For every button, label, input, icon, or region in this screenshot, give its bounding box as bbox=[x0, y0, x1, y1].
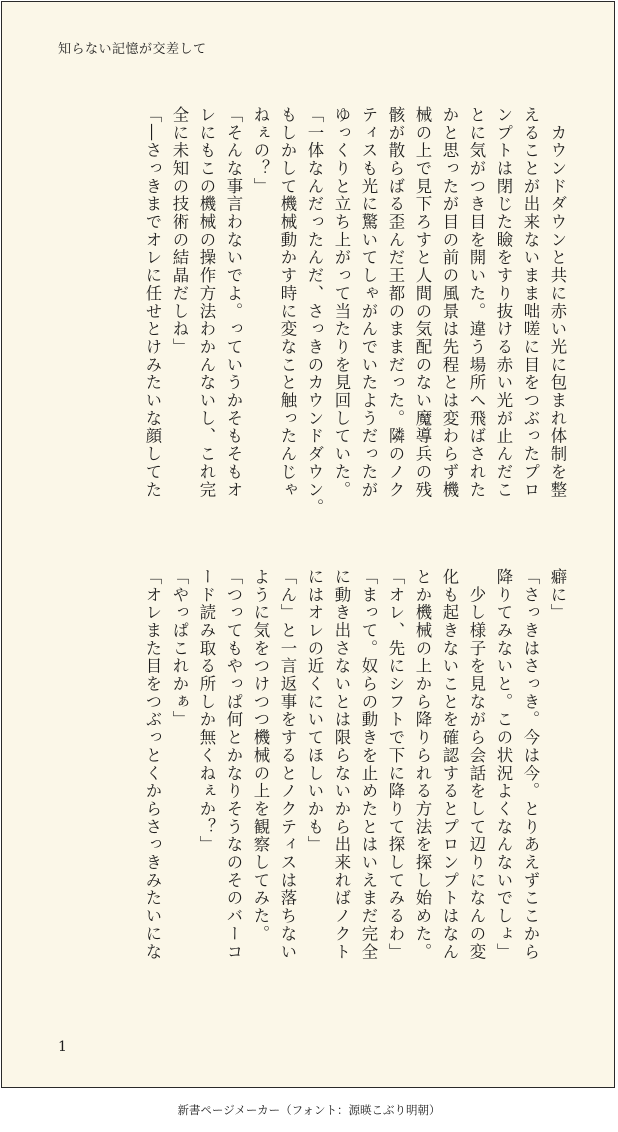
text-line: ゆっくりと立ち上がって当たりを見回していた。 bbox=[332, 106, 351, 499]
text-line: もしかして機械動かす時に変なこと触ったんじゃ bbox=[278, 106, 297, 499]
text-line: 「―さっきまでオレに任せとけみたいな顔してた bbox=[143, 106, 162, 499]
text-block-lower bbox=[51, 568, 571, 986]
text-line: 「やっぱこれかぁ」 bbox=[170, 568, 189, 729]
text-line: 「さっきはさっき。今は今。とりあえずここから bbox=[521, 568, 540, 961]
text-line: 癖に」 bbox=[548, 568, 567, 622]
text-line: 少し様子を見ながら会話をして辺りになんの変 bbox=[467, 568, 486, 961]
text-line: カウンドダウンと共に赤い光に包まれ体制を整 bbox=[548, 106, 567, 499]
text-line: かと思ったが目の前の風景は先程とは変わらず機 bbox=[440, 106, 459, 499]
page-title: 知らない記憶が交差して bbox=[58, 42, 207, 57]
text-line: 「オレ、先にシフトで下に降りて探してみるわ」 bbox=[386, 568, 405, 961]
text-line: とか機械の上から降りられる方法を探し始めた。 bbox=[413, 568, 432, 961]
generator-credit: 新書ページメーカー（フォント：源暎こぶり明朝） bbox=[177, 1103, 441, 1117]
text-line: 「つってもやっぱ何とかなりそうなのそのバーコ bbox=[224, 568, 243, 961]
text-line: 「まって。奴らの動きを止めたとはいえまだ完全 bbox=[359, 568, 378, 961]
text-line: ンプトは閉じた瞼をすり抜ける赤い光が止んだこ bbox=[494, 106, 513, 499]
text-line: 降りてみないと。この状況よくなんないでしょ」 bbox=[494, 568, 513, 961]
text-line: にはオレの近くにいてほしいかも」 bbox=[305, 568, 324, 854]
text-block-upper bbox=[51, 106, 571, 524]
text-line: 全に未知の技術の結晶だしね」 bbox=[170, 106, 189, 356]
text-line: 械の上で見下ろすと人間の気配のない魔導兵の残 bbox=[413, 106, 432, 499]
text-line: 「オレまた目をつぶっとくからさっきみたいにな bbox=[143, 568, 162, 961]
text-line: 化も起きないことを確認するとプロンプトはなん bbox=[440, 568, 459, 961]
book-page bbox=[1, 1, 615, 1088]
text-line: レにもこの機械の操作方法わかんないし、これ完 bbox=[197, 106, 216, 499]
text-line: 「ん」と一言返事をするとノクティスは落ちない bbox=[278, 568, 297, 961]
text-line: に動き出さないとは限らないから出来ればノクト bbox=[332, 568, 351, 961]
text-line: ねぇの？」 bbox=[251, 106, 270, 196]
text-line: ード読み取る所しか無くねぇか？」 bbox=[197, 568, 216, 854]
text-line: 「そんな事言わないでよ。っていうかそもそもオ bbox=[224, 106, 243, 499]
text-line: えることが出来ないまま咄嗟に目をつぶったプロ bbox=[521, 106, 540, 499]
text-line: 「一体なんだったんだ、さっきのカウンドダウン。 bbox=[305, 106, 324, 517]
text-line: ティスも光に驚いてしゃがんでいたようだったが bbox=[359, 106, 378, 499]
page-number: 1 bbox=[58, 1039, 67, 1055]
text-line: 骸が散らばる歪んだ王都のままだった。隣のノク bbox=[386, 106, 405, 499]
text-line: とに気がつき目を開いた。違う場所へ飛ばされた bbox=[467, 106, 486, 499]
text-line: ように気をつけつつ機械の上を観察してみた。 bbox=[251, 568, 270, 943]
